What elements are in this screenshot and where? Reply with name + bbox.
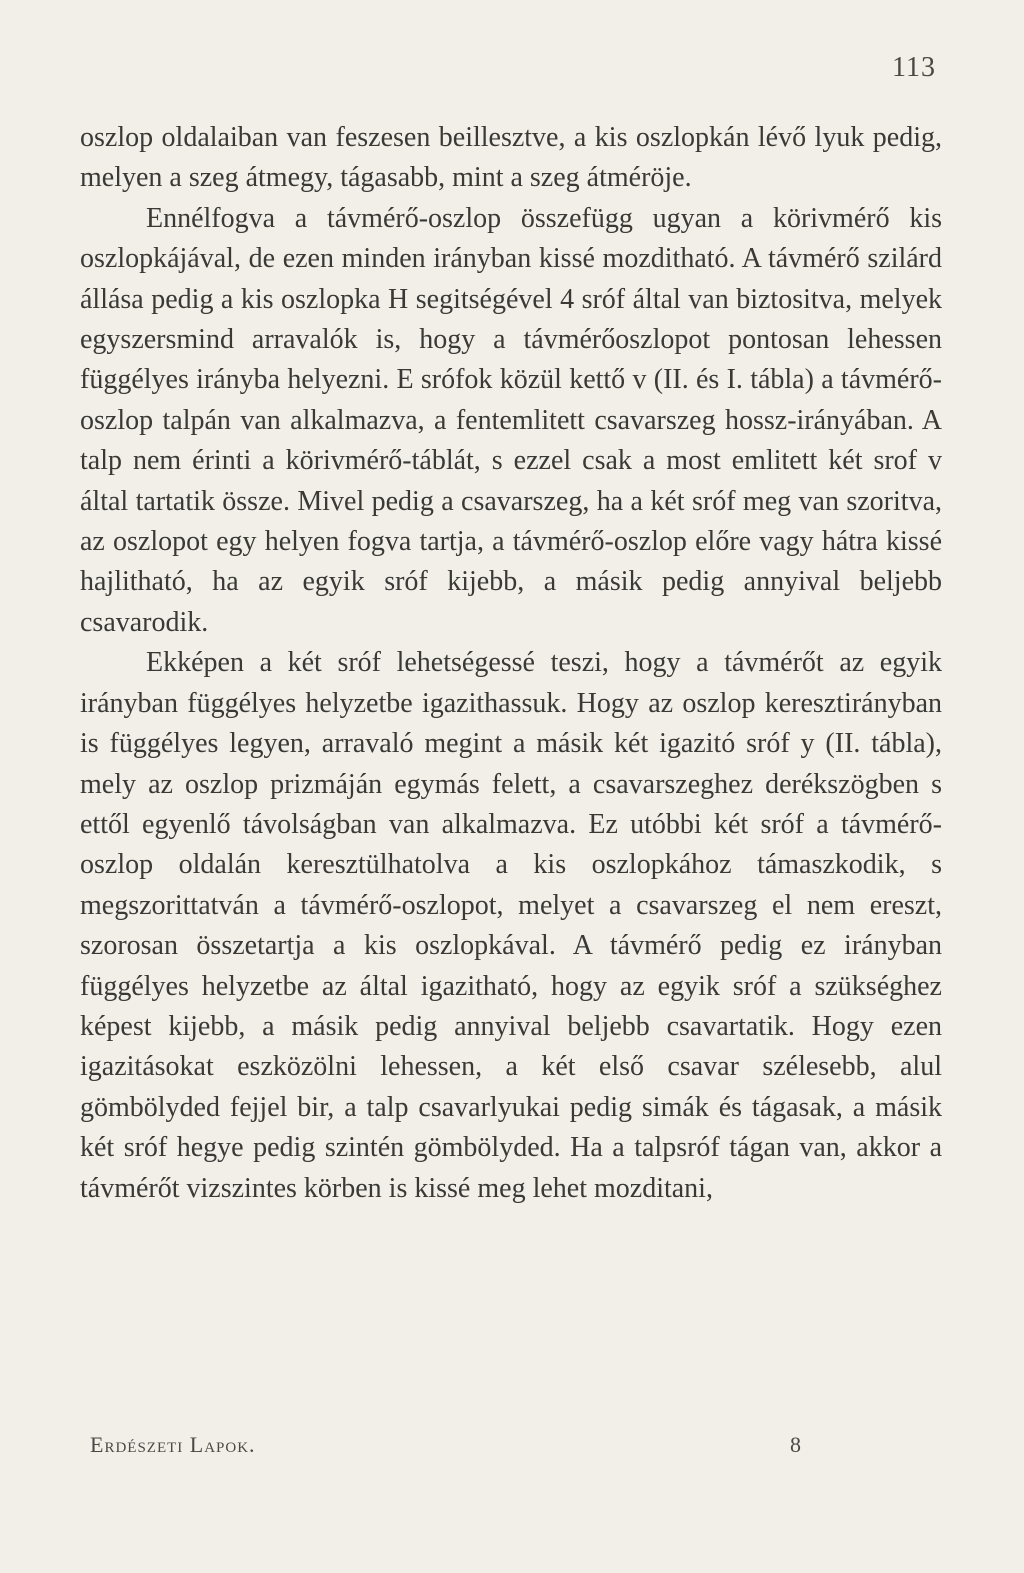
page-footer <box>90 1432 850 1458</box>
paragraph: Ennélfogva a távmérő-oszlop összefügg ugyan a körivmérő kis oszlopkájával, de ezen minden irányban kissé mozditható. A távmérő szilárd állása pedig a kis oszlopka H segitségével 4 sróf által van biztositva, melyek egyszersmind arravalók is, hogy a távmérőoszlopot pontosan lehessen függélyes irányba helyezni. E srófok közül kettő v (II. és I. tábla) a távmérő-oszlop talpán van alkalmazva, a fentemlitett csavarszeg hossz-irányában. A talp nem érinti a körivmérő-táblát, s ezzel csak a most emlitett két srof v által tartatik össze. Mivel pedig a csavarszeg, ha a két sróf meg van szoritva, az oszlopot egy helyen fogva tartja, a távmérő-oszlop előre vagy hátra kissé hajlitható, ha az egyik sróf kijebb, a másik pedig annyival beljebb csavarodik. <box>80 202 942 638</box>
paragraph: oszlop oldalaiban van feszesen beillesztve, a kis oszlopkán lévő lyuk pedig, melyen a szeg átmegy, tágasabb, mint a szeg átméröje. <box>80 122 942 194</box>
journal-name: Erdészeti Lapok. <box>90 1432 256 1457</box>
signature-mark: 8 <box>790 1432 802 1457</box>
body-text <box>80 118 942 1209</box>
page-number: 113 <box>892 52 936 83</box>
paragraph: Ekképen a két sróf lehetségessé teszi, hogy a távmérőt az egyik irányban függélyes helyzetbe igazithassuk. Hogy az oszlop keresztirányban is függélyes legyen, arravaló megint a másik két igazitó sróf y (II. tábla), mely az oszlop prizmáján egymás felett, a csavarszeghez derékszögben s ettől egyenlő távolságban van alkalmazva. Ez utóbbi két sróf a távmérő-oszlop oldalán keresztülhatolva a kis oszlopkához támaszkodik, s megszorittatván a távmérő-oszlopot, melyet a csavarszeg el nem ereszt, szorosan összetartja a kis oszlopkával. A távmérő pedig ez irányban függélyes helyzetbe az által igazitható, hogy az egyik sróf a szükséghez képest kijebb, a másik pedig annyival beljebb csavartatik. Hogy ezen igazitásokat eszközölni lehessen, a két első csavar szélesebb, alul gömbölyded fejjel bir, a talp csavarlyukai pedig simák és tágasak, a másik két sróf hegye pedig szintén gömbölyded. Ha a talpsróf tágan van, akkor a távmérőt vizszintes körben is kissé meg lehet mozditani, <box>80 647 942 1204</box>
